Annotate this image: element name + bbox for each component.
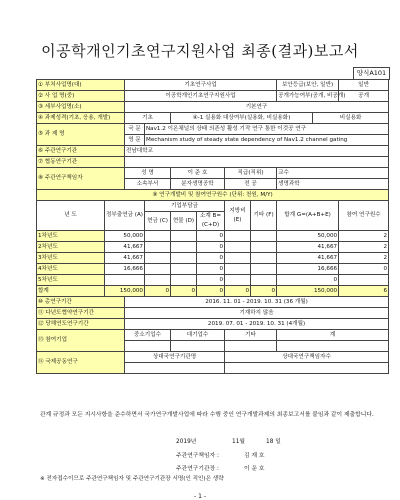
row-participants-head xyxy=(37,330,389,341)
budget-subtotal-head: 소계 B=(C+D) xyxy=(197,212,225,231)
pi-signature-name: 김 재 호 xyxy=(244,453,265,459)
budget-total-head: 합계 G=(A+B+E) xyxy=(277,201,339,231)
budget-inkind-head: 현물 (D) xyxy=(171,212,197,231)
budget-cell-f[interactable] xyxy=(251,264,277,275)
budget-cell-c[interactable]: 0 xyxy=(145,286,171,297)
budget-total-row xyxy=(37,286,389,297)
budget-row xyxy=(37,253,389,264)
budget-etc-head: 기타 (F) xyxy=(251,201,277,231)
budget-cell-year: 3차년도 xyxy=(37,253,105,264)
row-pi-name xyxy=(37,168,389,179)
disclosure-label: 공개가능여부(공개, 비공개) xyxy=(277,91,339,102)
participants-sme-value[interactable] xyxy=(125,341,171,352)
field-label: ④ 과제성격(기초, 응용, 개발) xyxy=(37,113,125,124)
budget-cell-b[interactable]: 0 xyxy=(197,253,225,264)
budget-cell-f[interactable] xyxy=(251,253,277,264)
task-en-label: 영 문 xyxy=(125,135,145,146)
row-project-name xyxy=(37,91,389,102)
row-budget-title xyxy=(37,190,389,201)
practical-value[interactable]: 비실용화 xyxy=(313,113,389,124)
budget-cell-p[interactable]: 0 xyxy=(339,264,389,275)
field-value[interactable]: 기초 xyxy=(125,113,171,124)
participants-sum-value[interactable] xyxy=(277,341,389,352)
participants-large-value[interactable] xyxy=(171,341,225,352)
budget-cell-b[interactable]: 0 xyxy=(197,231,225,242)
budget-cell-c[interactable] xyxy=(145,264,171,275)
budget-cell-gov[interactable]: 50,000 xyxy=(105,231,145,242)
pi-position-value[interactable]: 교수 xyxy=(277,168,389,179)
program-name-label: ① 부처사업명(대) xyxy=(37,80,125,91)
pi-dept-label: 소속부서 xyxy=(125,179,171,190)
detail-name-value[interactable]: 기본연구 xyxy=(125,102,389,113)
row-program-name xyxy=(37,80,389,91)
task-label: ⑤ 과 제 명 xyxy=(37,124,125,146)
budget-rows xyxy=(37,231,389,297)
budget-title: ⑨ 연구개발비 및 참여연구원수 (단위: 천원, M/Y) xyxy=(37,190,389,201)
budget-cell-c[interactable] xyxy=(145,231,171,242)
row-task-kr xyxy=(37,124,389,135)
pi-position-label: 직급(직위) xyxy=(225,168,277,179)
row-period xyxy=(37,297,389,308)
budget-cell-b[interactable]: 0 xyxy=(197,275,225,286)
budget-year-head: 년 도 xyxy=(37,201,105,231)
intl-head-2: 상대국연구책임자수 xyxy=(225,352,389,363)
program-name-value[interactable]: 기초연구사업 xyxy=(125,80,277,91)
budget-cell-d[interactable] xyxy=(171,231,197,242)
budget-cell-g[interactable]: 150,000 xyxy=(277,286,339,297)
budget-gov-head: 정부출연금 (A) xyxy=(105,201,145,231)
budget-cell-p[interactable]: 2 xyxy=(339,242,389,253)
budget-cell-year: 합계 xyxy=(37,286,105,297)
budget-cell-f[interactable]: 0 xyxy=(251,286,277,297)
budget-cell-p[interactable] xyxy=(339,275,389,286)
budget-row xyxy=(37,275,389,286)
intl-value-2[interactable] xyxy=(225,363,389,374)
budget-cell-d[interactable] xyxy=(171,275,197,286)
budget-cell-e[interactable] xyxy=(225,231,251,242)
budget-cell-gov[interactable] xyxy=(105,275,145,286)
year-period-label: ⑫ 당해연도연구기간 xyxy=(37,319,125,330)
row-field xyxy=(37,113,389,124)
row-org xyxy=(37,146,389,157)
pi-major-value[interactable]: 생명과학 xyxy=(277,179,389,190)
multi-period-value[interactable]: 기재하지 않음 xyxy=(125,308,389,319)
budget-cell-gov[interactable]: 41,667 xyxy=(105,253,145,264)
practical-label: ④-1 실용화 대상여부(실용화, 비실용화) xyxy=(171,113,313,124)
budget-cell-e[interactable]: 0 xyxy=(225,286,251,297)
footnote: ※ 전자접수이므로 주관연구책임자 및 주관연구기관장 서명(인 직인)은 생략 xyxy=(40,476,224,482)
security-level-value[interactable]: 일반 xyxy=(339,80,389,91)
detail-name-label: ③ 세부사업명(소) xyxy=(37,102,125,113)
document-title: 이공학개인기초연구지원사업 최종(결과)보고서 xyxy=(41,42,359,60)
budget-cash-head: 현금 (C) xyxy=(145,212,171,231)
budget-cell-p[interactable]: 2 xyxy=(339,253,389,264)
budget-cell-gov[interactable]: 16,666 xyxy=(105,264,145,275)
row-coop xyxy=(37,157,389,168)
budget-cell-c[interactable] xyxy=(145,242,171,253)
date-year: 2019년 xyxy=(176,439,197,445)
participants-sme-head: 중소기업수 xyxy=(125,330,171,341)
budget-cell-d[interactable]: 0 xyxy=(171,286,197,297)
budget-row xyxy=(37,264,389,275)
budget-row xyxy=(37,242,389,253)
budget-cell-e[interactable] xyxy=(225,275,251,286)
budget-cell-p[interactable]: 6 xyxy=(339,286,389,297)
budget-cell-b[interactable]: 0 xyxy=(197,286,225,297)
budget-cell-d[interactable] xyxy=(171,253,197,264)
task-kr-label: 국 문 xyxy=(125,124,145,135)
project-name-value[interactable]: 이공학개인기초연구지원사업 xyxy=(125,91,277,102)
budget-cell-e[interactable] xyxy=(225,242,251,253)
form-number: 양식A101 xyxy=(353,67,390,80)
budget-cell-f[interactable] xyxy=(251,242,277,253)
task-kr-value[interactable]: Nav1.2 이온채널의 상태 의존성 활성 기작 연구 통한 이것공 연구 xyxy=(145,124,389,135)
page-number: - 1 - xyxy=(194,493,206,500)
budget-cell-d[interactable] xyxy=(171,242,197,253)
budget-cell-e[interactable] xyxy=(225,264,251,275)
period-label: ⑩ 총연구기간 xyxy=(37,297,125,308)
participants-etc-head: 기타 xyxy=(225,330,277,341)
budget-cell-gov[interactable]: 41,667 xyxy=(105,242,145,253)
participants-label: ⑬ 참여기업 xyxy=(37,330,125,352)
disclosure-value[interactable]: 공개 xyxy=(339,91,389,102)
row-budget-head1 xyxy=(37,201,389,212)
pi-label: ⑧ 주관연구책임자 xyxy=(37,168,125,190)
budget-cell-c[interactable] xyxy=(145,275,171,286)
budget-cell-year: 4차년도 xyxy=(37,264,105,275)
task-en-value[interactable]: Mechanism study of steady state dependency of Nav1.2 channel gating xyxy=(145,135,389,146)
participants-large-head: 대기업수 xyxy=(171,330,225,341)
budget-cell-p[interactable]: 2 xyxy=(339,231,389,242)
head-signature-label: 주관연구기관장 : xyxy=(176,466,219,472)
budget-people-head: 참여 연구원수 xyxy=(339,201,389,231)
period-value[interactable]: 2016. 11. 01 - 2019. 10. 31 (36 개월) xyxy=(125,297,389,308)
org-label: ⑥ 주관연구기관 xyxy=(37,146,125,157)
budget-cell-year: 2차년도 xyxy=(37,242,105,253)
row-year-period xyxy=(37,319,389,330)
row-multi-period xyxy=(37,308,389,319)
budget-row xyxy=(37,231,389,242)
budget-local-head: 지방비 (E) xyxy=(225,201,251,231)
budget-cell-g[interactable]: 41,667 xyxy=(277,253,339,264)
report-form-table xyxy=(36,79,389,374)
budget-cell-g[interactable]: 50,000 xyxy=(277,231,339,242)
project-name-label: ② 사 업 명(중) xyxy=(37,91,125,102)
security-level-label: 보안등급(보안, 일반) xyxy=(277,80,339,91)
budget-cell-d[interactable] xyxy=(171,264,197,275)
budget-cell-g[interactable]: 16,666 xyxy=(277,264,339,275)
participants-etc-value[interactable] xyxy=(225,341,277,352)
budget-cell-year: 1차년도 xyxy=(37,231,105,242)
date-day: 18 일 xyxy=(266,439,281,445)
pi-major-label: 전 공 xyxy=(225,179,277,190)
budget-cell-year: 5차년도 xyxy=(37,275,105,286)
budget-cell-b[interactable]: 0 xyxy=(197,264,225,275)
budget-cell-c[interactable] xyxy=(145,253,171,264)
submission-statement: 관계 규정과 모든 지시사항을 준수하면서 국가연구개발사업에 따라 수행 중인 연구개발과제의 최종보고서를 붙임과 같이 제출합니다. xyxy=(40,412,374,418)
intl-head-1: 상대국연구기관명 xyxy=(125,352,225,363)
pi-dept-value[interactable]: 분자생명공학 xyxy=(171,179,225,190)
date-month: 11월 xyxy=(232,439,245,445)
pi-name-value[interactable]: 이 준 호 xyxy=(171,168,225,179)
row-detail-name xyxy=(37,102,389,113)
intl-label: ⑭ 국제공동연구 xyxy=(37,352,125,374)
head-signature-name: 이 운 호 xyxy=(244,466,265,472)
budget-cell-e[interactable] xyxy=(225,253,251,264)
multi-period-label: ⑪ 다년도협약연구기간 xyxy=(37,308,125,319)
org-value[interactable]: 전남대학교 xyxy=(125,146,389,157)
coop-label: ⑦ 협동연구기관 xyxy=(37,157,125,168)
participants-sum-head: 계 xyxy=(277,330,389,341)
row-intl-head xyxy=(37,352,389,363)
budget-cell-f[interactable] xyxy=(251,231,277,242)
pi-signature-label: 주관연구책임자 : xyxy=(176,453,219,459)
year-period-value[interactable]: 2019. 07. 01 - 2019. 10. 31 (4개월) xyxy=(125,319,389,330)
budget-cell-f[interactable] xyxy=(251,275,277,286)
budget-corp-head: 기업부담금 xyxy=(145,201,225,212)
coop-value[interactable] xyxy=(125,157,389,168)
budget-cell-g[interactable]: 41,667 xyxy=(277,242,339,253)
intl-value-1[interactable] xyxy=(125,363,225,374)
budget-cell-g[interactable]: 0 xyxy=(277,275,339,286)
budget-cell-b[interactable]: 0 xyxy=(197,242,225,253)
pi-name-label: 성 명 xyxy=(125,168,171,179)
budget-cell-gov[interactable]: 150,000 xyxy=(105,286,145,297)
